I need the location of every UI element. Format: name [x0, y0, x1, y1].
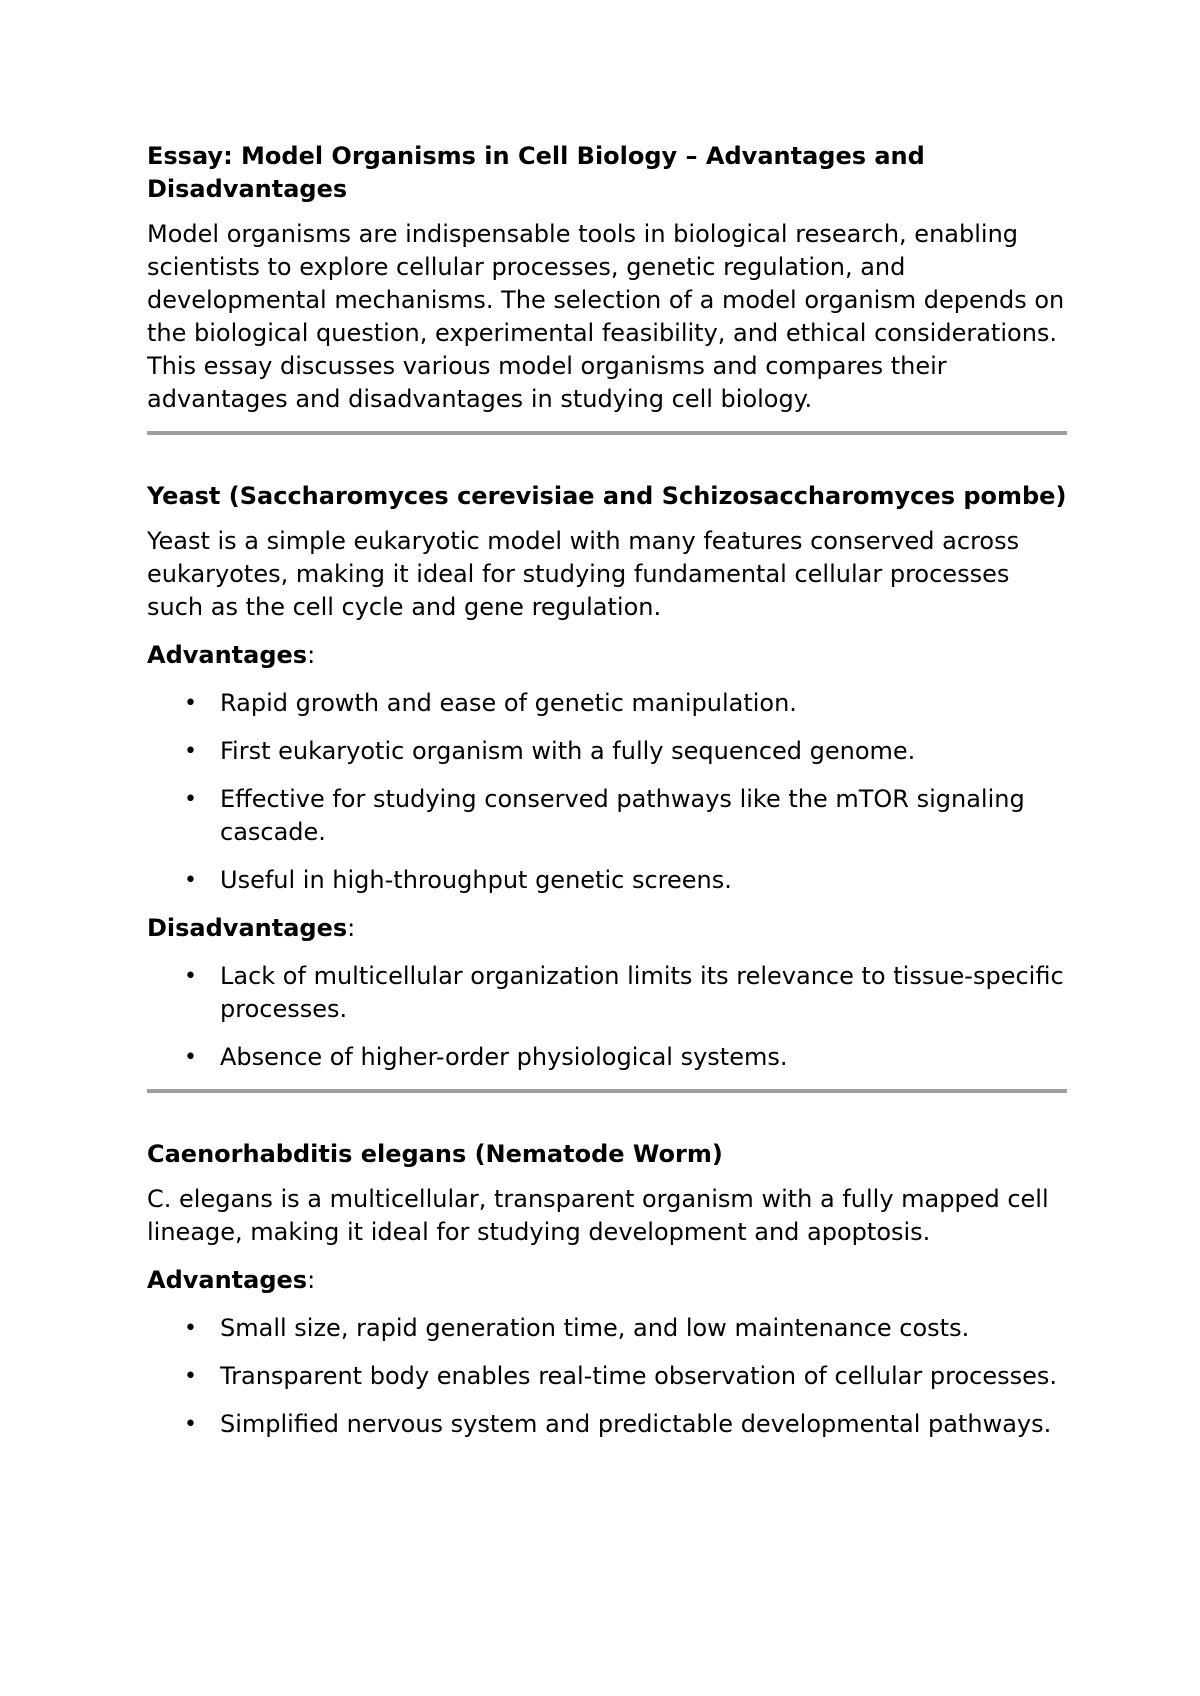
yeast-paragraph: Yeast is a simple eukaryotic model with many features conserved across eukaryotes, making it ideal for studying fundamental cellular processes such as the cell cycle and gene regulation.: [147, 527, 1020, 621]
list-item: [147, 960, 1067, 1026]
bullet-icon: •: [184, 739, 197, 764]
list-item-text: Transparent body enables real-time observation of cellular processes.: [220, 1362, 1058, 1390]
label-colon: :: [307, 1266, 316, 1294]
essay-title: Essay: Model Organisms in Cell Biology – Advantages and Disadvantages: [147, 142, 925, 203]
celegans-heading: Caenorhabditis elegans (Nematode Worm): [147, 1140, 723, 1168]
list-item-text: Rapid growth and ease of genetic manipulation.: [220, 689, 797, 717]
celegans-paragraph: C. elegans is a multicellular, transparent organism with a fully mapped cell lineage, making it ideal for studying development and apoptosis.: [147, 1185, 1049, 1246]
list-item-text: Lack of multicellular organization limits its relevance to tissue-specific processes.: [220, 962, 1064, 1023]
list-item: [147, 1408, 1067, 1441]
list-item-text: Absence of higher-order physiological systems.: [220, 1043, 788, 1071]
list-item: [147, 735, 1067, 768]
bullet-icon: •: [184, 868, 197, 893]
list-item-text: First eukaryotic organism with a fully sequenced genome.: [220, 737, 916, 765]
list-item: [147, 1312, 1067, 1345]
list-item: [147, 783, 1067, 849]
list-item-text: Simplified nervous system and predictable developmental pathways.: [220, 1410, 1052, 1438]
list-item-text: Effective for studying conserved pathways like the mTOR signaling cascade.: [220, 785, 1025, 846]
list-item: [147, 1360, 1067, 1393]
section-divider: [147, 1089, 1067, 1093]
label-colon: :: [307, 641, 316, 669]
advantages-label-text: Advantages: [147, 641, 308, 669]
bullet-icon: •: [184, 1412, 197, 1437]
disadvantages-label-text: Disadvantages: [147, 914, 348, 942]
bullet-icon: •: [184, 1045, 197, 1070]
list-item-text: Small size, rapid generation time, and low maintenance costs.: [220, 1314, 970, 1342]
list-item: [147, 687, 1067, 720]
list-item: [147, 1041, 1067, 1074]
bullet-icon: •: [184, 964, 197, 989]
celegans-advantages-list: [147, 1312, 1067, 1441]
bullet-icon: •: [184, 1364, 197, 1389]
bullet-icon: •: [184, 691, 197, 716]
list-item: [147, 864, 1067, 897]
label-colon: :: [347, 914, 356, 942]
advantages-label-text: Advantages: [147, 1266, 308, 1294]
yeast-heading: Yeast (Saccharomyces cerevisiae and Schizosaccharomyces pombe): [147, 482, 1067, 510]
section-divider: [147, 431, 1067, 435]
yeast-advantages-list: [147, 687, 1067, 897]
bullet-icon: •: [184, 787, 197, 812]
document-page: [147, 140, 1067, 1456]
yeast-disadvantages-label: [147, 912, 1067, 945]
celegans-advantages-label: [147, 1264, 1067, 1297]
yeast-disadvantages-list: [147, 960, 1067, 1074]
bullet-icon: •: [184, 1316, 197, 1341]
yeast-advantages-label: [147, 639, 1067, 672]
list-item-text: Useful in high-throughput genetic screens.: [220, 866, 732, 894]
intro-paragraph: Model organisms are indispensable tools in biological research, enabling scientists to explore cellular processes, genetic regulation, and developmental mechanisms. The selection of a model organism depends on the biological question, experimental feasibility, and ethical considerations. This essay discusses various model organisms and compares their advantages and disadvantages in studying cell biology.: [147, 220, 1065, 413]
